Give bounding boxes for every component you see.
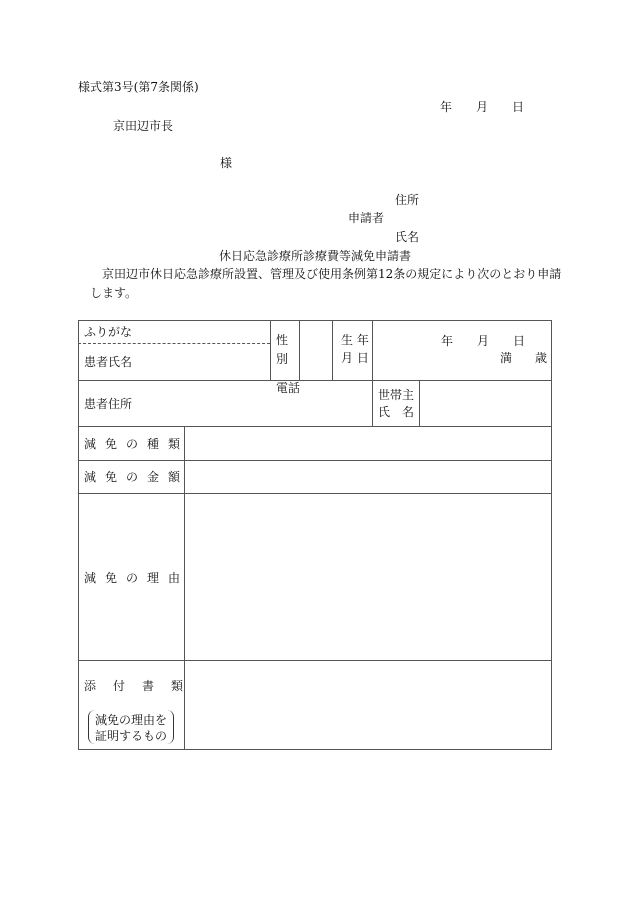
addressee: 京田辺市長 — [113, 119, 174, 133]
furigana-label: ふりがな — [84, 325, 133, 339]
document-title: 休日応急診療所診療費等減免申請書 — [219, 249, 412, 263]
reduction-type-field[interactable] — [185, 427, 550, 459]
reduction-amount-field[interactable] — [185, 461, 550, 492]
householder-label-2: 氏 名 — [378, 405, 415, 419]
age-prefix: 満 — [500, 351, 513, 365]
birth-day: 日 — [513, 334, 526, 348]
patient-address-label: 患者住所 — [84, 397, 133, 411]
attachments-note-2: 証明するもの — [95, 729, 168, 743]
patient-name-field[interactable] — [140, 345, 268, 378]
sex-field[interactable] — [300, 321, 331, 379]
birth-label-2: 月 日 — [341, 351, 369, 365]
date-month: 月 — [476, 100, 489, 114]
sex-label-1: 性 — [276, 333, 289, 347]
body-text-line1: 京田辺市休日応急診療所設置、管理及び使用条例第12条の規定により次のとおり申請 — [102, 267, 562, 281]
attachments-field[interactable] — [185, 661, 550, 748]
reduction-reason-label: 減免の理由 — [84, 571, 190, 585]
attachments-note-1: 減免の理由を — [95, 713, 168, 727]
date-year: 年 — [440, 100, 453, 114]
reduction-reason-field[interactable] — [185, 494, 550, 659]
sex-label-2: 別 — [276, 352, 289, 366]
patient-name-label: 患者氏名 — [84, 355, 133, 369]
age-suffix: 歳 — [535, 351, 548, 365]
birth-year: 年 — [441, 334, 454, 348]
form-number: 様式第3号(第7条関係) — [78, 80, 199, 94]
date-day: 日 — [512, 100, 525, 114]
reduction-amount-label: 減免の金額 — [84, 470, 190, 484]
householder-name-field[interactable] — [420, 381, 550, 425]
honorific: 様 — [220, 156, 233, 170]
birth-label-1: 生 年 — [341, 333, 369, 347]
householder-label-1: 世帯主 — [378, 388, 415, 402]
reduction-type-label: 減免の種類 — [84, 437, 190, 451]
applicant-label: 申請者 — [348, 211, 385, 225]
applicant-address-label: 住所 — [395, 193, 420, 207]
body-text-line2: します。 — [90, 286, 138, 300]
phone-label: 電話 — [276, 381, 301, 395]
birth-month: 月 — [477, 334, 490, 348]
attachments-label: 添付書類 — [84, 679, 201, 693]
applicant-name-label: 氏名 — [395, 230, 420, 244]
